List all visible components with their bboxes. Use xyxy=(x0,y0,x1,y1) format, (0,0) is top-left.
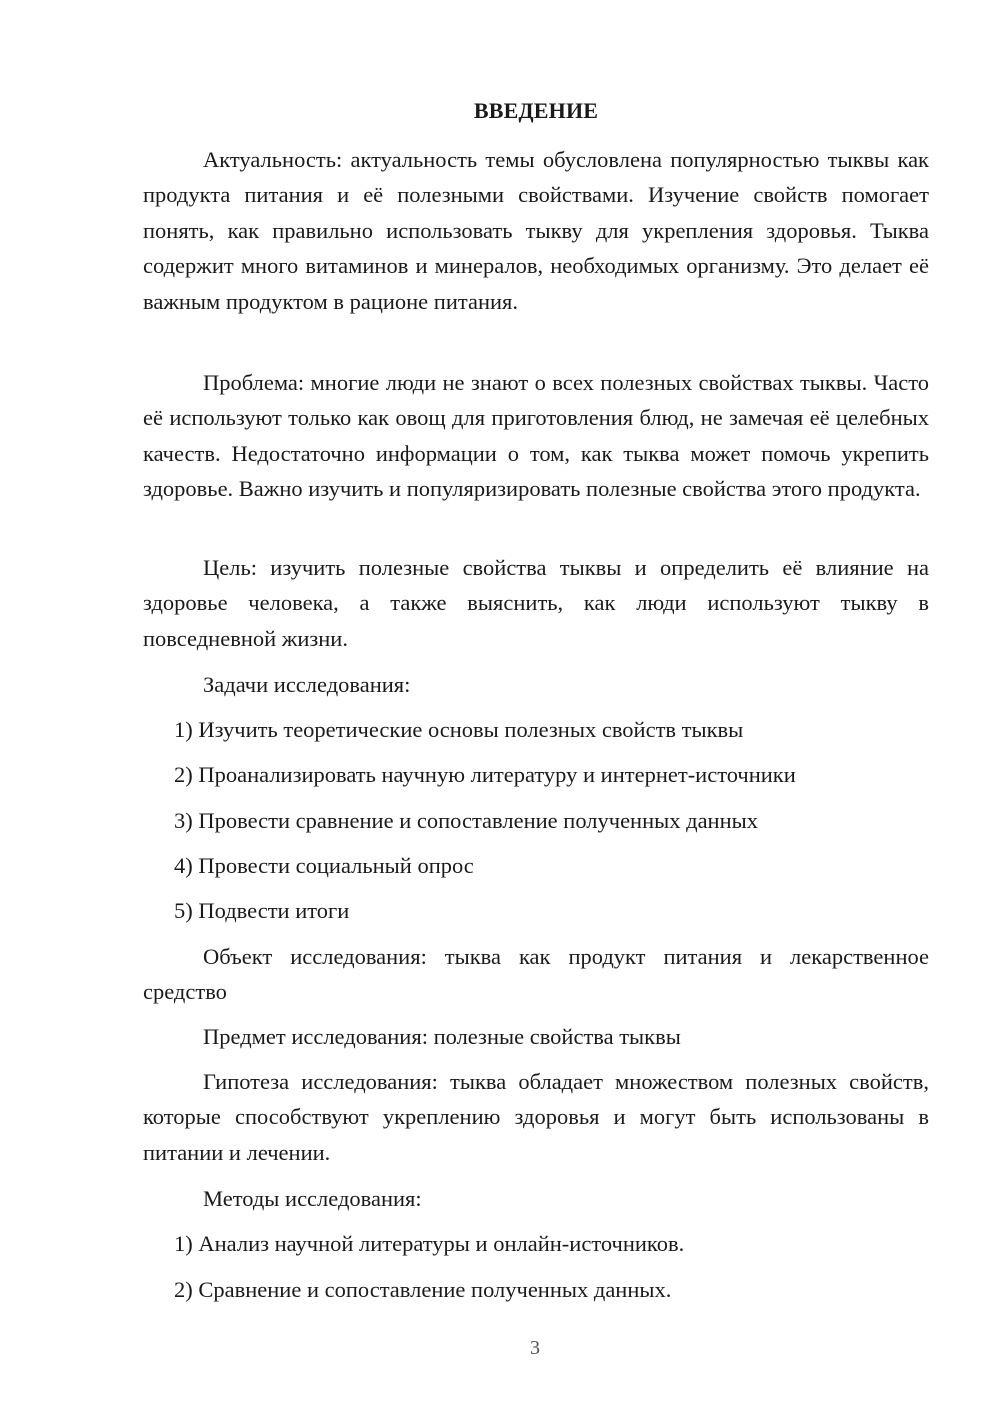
methods-heading: Методы исследования: xyxy=(203,1186,422,1211)
object-paragraph: Объект исследования: тыква как продукт питания и лекарственное средство xyxy=(143,944,929,1005)
subject-paragraph: Предмет исследования: полезные свойства тыквы xyxy=(203,1024,681,1049)
section-title: ВВЕДЕНИЕ xyxy=(473,98,599,123)
hypothesis-paragraph: Гипотеза исследования: тыква обладает множеством полезных свойств, которые способствуют укреплению здоровья и могут быть использованы в питании и лечении. xyxy=(143,1069,929,1165)
task-item: 1) Изучить теоретические основы полезных свойств тыквы xyxy=(174,717,744,742)
problem-paragraph: Проблема: многие люди не знают о всех полезных свойствах тыквы. Часто её используют только как овощ для приготовления блюд, не замечая её целебных качеств. Недостаточно информации о том, как тыква может помочь укрепить здоровье. Важно изучить и популяризировать полезные свойства этого продукта. xyxy=(143,370,929,502)
task-item: 2) Проанализировать научную литературу и интернет-источники xyxy=(174,762,796,787)
method-item: 2) Сравнение и сопоставление полученных данных. xyxy=(174,1277,672,1302)
task-item: 4) Провести социальный опрос xyxy=(174,853,474,878)
page-number: 3 xyxy=(530,1337,540,1359)
task-item: 5) Подвести итоги xyxy=(174,898,350,923)
relevance-paragraph: Актуальность: актуальность темы обусловлена популярностью тыквы как продукта питания и её полезными свойствами. Изучение свойств помогает понять, как правильно использовать тыкву для укрепления здоровья. Тыква содержит много витаминов и минералов, необходимых организму. Это делает её важным продуктом в рационе питания. xyxy=(143,147,929,314)
tasks-heading: Задачи исследования: xyxy=(203,672,411,697)
method-item: 1) Анализ научной литературы и онлайн-источников. xyxy=(174,1231,685,1256)
goal-paragraph: Цель: изучить полезные свойства тыквы и определить её влияние на здоровье человека, а также выяснить, как люди используют тыкву в повседневной жизни. xyxy=(143,555,929,651)
task-item: 3) Провести сравнение и сопоставление полученных данных xyxy=(174,808,759,833)
